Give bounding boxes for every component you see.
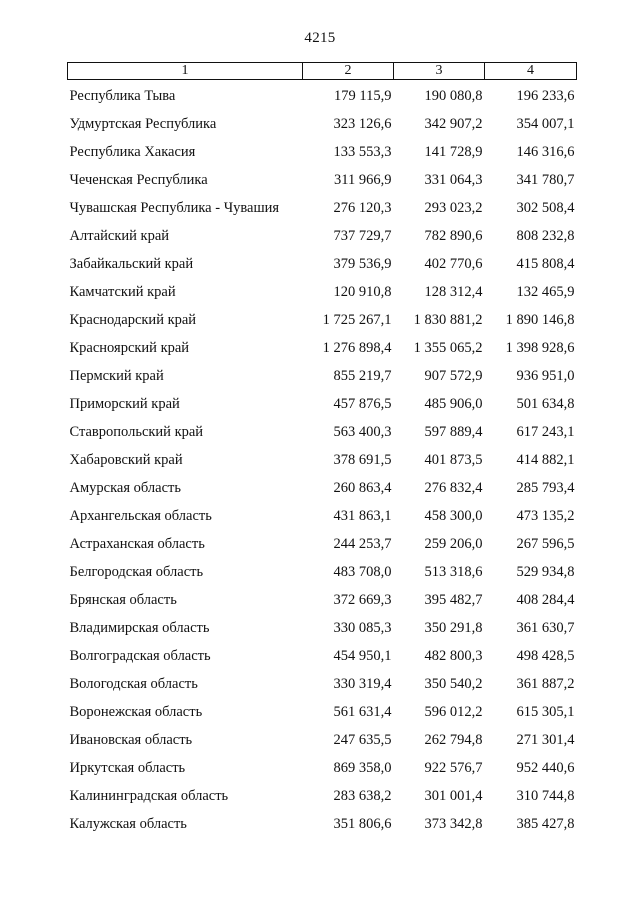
value-cell-col-2: 330 319,4 xyxy=(333,676,392,692)
value-cell-col-4: 529 934,8 xyxy=(516,564,575,580)
table-row xyxy=(68,726,577,754)
value-cell-col-2: 179 115,9 xyxy=(334,88,392,104)
region-name-cell: Ставропольский край xyxy=(69,424,204,440)
value-cell-col-4: 952 440,6 xyxy=(516,760,575,776)
value-cell-col-2: 283 638,2 xyxy=(333,788,392,804)
value-cell-col-4: 132 465,9 xyxy=(516,284,575,300)
header-row xyxy=(68,63,577,80)
region-name-cell: Хабаровский край xyxy=(69,452,183,468)
value-cell-col-3: 922 576,7 xyxy=(424,760,483,776)
value-cell-col-4: 302 508,4 xyxy=(516,200,575,216)
table-row xyxy=(68,418,577,446)
value-cell-col-4: 285 793,4 xyxy=(516,480,575,496)
table-row xyxy=(68,642,577,670)
table-row xyxy=(68,502,577,530)
header-col-4: 4 xyxy=(485,63,577,80)
value-cell-col-4: 1 398 928,6 xyxy=(505,340,575,356)
value-cell-col-3: 1 355 065,2 xyxy=(413,340,483,356)
value-cell-col-4: 361 630,7 xyxy=(516,620,575,636)
value-cell-col-3: 1 830 881,2 xyxy=(413,312,483,328)
region-name-cell: Владимирская область xyxy=(69,620,210,636)
value-cell-col-3: 513 318,6 xyxy=(424,564,483,580)
value-cell-col-2: 260 863,4 xyxy=(333,480,392,496)
value-cell-col-3: 402 770,6 xyxy=(424,256,483,272)
value-cell-col-4: 808 232,8 xyxy=(516,228,575,244)
value-cell-col-3: 141 728,9 xyxy=(424,144,483,160)
value-cell-col-3: 342 907,2 xyxy=(424,116,483,132)
value-cell-col-3: 458 300,0 xyxy=(424,508,483,524)
value-cell-col-4: 615 305,1 xyxy=(516,704,575,720)
table-row xyxy=(68,306,577,334)
value-cell-col-4: 498 428,5 xyxy=(516,648,575,664)
value-cell-col-2: 351 806,6 xyxy=(333,816,392,832)
table-body xyxy=(68,80,577,839)
region-name-cell: Амурская область xyxy=(69,480,181,496)
region-name-cell: Воронежская область xyxy=(69,704,203,720)
region-name-cell: Республика Хакасия xyxy=(69,144,196,160)
value-cell-col-3: 907 572,9 xyxy=(424,368,483,384)
value-cell-col-2: 120 910,8 xyxy=(333,284,392,300)
table-row xyxy=(68,334,577,362)
table-row xyxy=(68,446,577,474)
data-table xyxy=(67,62,577,838)
value-cell-col-3: 301 001,4 xyxy=(424,788,483,804)
table-row xyxy=(68,474,577,502)
value-cell-col-3: 485 906,0 xyxy=(424,396,483,412)
value-cell-col-2: 855 219,7 xyxy=(333,368,392,384)
value-cell-col-2: 311 966,9 xyxy=(334,172,392,188)
value-cell-col-4: 936 951,0 xyxy=(516,368,575,384)
table-row xyxy=(68,222,577,250)
value-cell-col-2: 737 729,7 xyxy=(333,228,392,244)
table-row xyxy=(68,250,577,278)
region-name-cell: Красноярский край xyxy=(69,340,190,356)
table-row xyxy=(68,390,577,418)
value-cell-col-4: 408 284,4 xyxy=(516,592,575,608)
value-cell-col-3: 597 889,4 xyxy=(424,424,483,440)
value-cell-col-3: 331 064,3 xyxy=(424,172,483,188)
region-name-cell: Приморский край xyxy=(69,396,180,412)
value-cell-col-4: 146 316,6 xyxy=(516,144,575,160)
table-row xyxy=(68,166,577,194)
table-row xyxy=(68,80,577,111)
value-cell-col-3: 373 342,8 xyxy=(424,816,483,832)
region-name-cell: Калужская область xyxy=(69,816,187,832)
region-name-cell: Краснодарский край xyxy=(69,312,197,328)
region-name-cell: Брянская область xyxy=(69,592,177,608)
value-cell-col-4: 617 243,1 xyxy=(516,424,575,440)
value-cell-col-2: 133 553,3 xyxy=(333,144,392,160)
header-col-1: 1 xyxy=(68,63,303,80)
region-name-cell: Алтайский край xyxy=(69,228,170,244)
value-cell-col-3: 350 540,2 xyxy=(424,676,483,692)
value-cell-col-2: 483 708,0 xyxy=(333,564,392,580)
value-cell-col-2: 276 120,3 xyxy=(333,200,392,216)
region-name-cell: Пермский край xyxy=(69,368,164,384)
value-cell-col-3: 782 890,6 xyxy=(424,228,483,244)
value-cell-col-2: 561 631,4 xyxy=(333,704,392,720)
value-cell-col-2: 454 950,1 xyxy=(333,648,392,664)
value-cell-col-3: 190 080,8 xyxy=(424,88,483,104)
table-row xyxy=(68,670,577,698)
value-cell-col-4: 415 808,4 xyxy=(516,256,575,272)
value-cell-col-4: 196 233,6 xyxy=(516,88,575,104)
table-row xyxy=(68,698,577,726)
header-col-3: 3 xyxy=(394,63,485,80)
value-cell-col-3: 262 794,8 xyxy=(424,732,483,748)
table-row xyxy=(68,558,577,586)
region-name-cell: Калининградская область xyxy=(69,788,229,804)
value-cell-col-2: 1 725 267,1 xyxy=(322,312,392,328)
value-cell-col-3: 128 312,4 xyxy=(424,284,483,300)
table-row xyxy=(68,138,577,166)
table-row xyxy=(68,586,577,614)
region-name-cell: Белгородская область xyxy=(69,564,204,580)
table-row xyxy=(68,754,577,782)
region-name-cell: Вологодская область xyxy=(69,676,198,692)
value-cell-col-2: 247 635,5 xyxy=(333,732,392,748)
table-row xyxy=(68,110,577,138)
value-cell-col-4: 354 007,1 xyxy=(516,116,575,132)
region-name-cell: Волгоградская область xyxy=(69,648,211,664)
region-name-cell: Чеченская Республика xyxy=(69,172,208,188)
region-name-cell: Ивановская область xyxy=(69,732,193,748)
table-row xyxy=(68,810,577,838)
table-row xyxy=(68,278,577,306)
value-cell-col-2: 869 358,0 xyxy=(333,760,392,776)
value-cell-col-3: 482 800,3 xyxy=(424,648,483,664)
value-cell-col-3: 395 482,7 xyxy=(424,592,483,608)
table-row xyxy=(68,362,577,390)
data-table-container xyxy=(67,62,576,838)
value-cell-col-2: 1 276 898,4 xyxy=(322,340,392,356)
value-cell-col-2: 457 876,5 xyxy=(333,396,392,412)
value-cell-col-4: 1 890 146,8 xyxy=(505,312,575,328)
value-cell-col-3: 596 012,2 xyxy=(424,704,483,720)
value-cell-col-2: 378 691,5 xyxy=(333,452,392,468)
region-name-cell: Чувашская Республика - Чувашия xyxy=(69,200,280,216)
value-cell-col-4: 267 596,5 xyxy=(516,536,575,552)
region-name-cell: Иркутская область xyxy=(69,760,186,776)
value-cell-col-3: 259 206,0 xyxy=(424,536,483,552)
value-cell-col-4: 341 780,7 xyxy=(516,172,575,188)
value-cell-col-4: 501 634,8 xyxy=(516,396,575,412)
region-name-cell: Архангельская область xyxy=(69,508,212,524)
table-header xyxy=(68,63,577,80)
region-name-cell: Удмуртская Республика xyxy=(69,116,217,132)
table-row xyxy=(68,614,577,642)
value-cell-col-2: 244 253,7 xyxy=(333,536,392,552)
value-cell-col-2: 330 085,3 xyxy=(333,620,392,636)
value-cell-col-4: 385 427,8 xyxy=(516,816,575,832)
value-cell-col-3: 401 873,5 xyxy=(424,452,483,468)
region-name-cell: Республика Тыва xyxy=(69,88,176,104)
value-cell-col-2: 323 126,6 xyxy=(333,116,392,132)
value-cell-col-3: 293 023,2 xyxy=(424,200,483,216)
value-cell-col-2: 372 669,3 xyxy=(333,592,392,608)
value-cell-col-4: 271 301,4 xyxy=(516,732,575,748)
table-row xyxy=(68,530,577,558)
table-row xyxy=(68,194,577,222)
region-name-cell: Камчатский край xyxy=(69,284,176,300)
value-cell-col-4: 310 744,8 xyxy=(516,788,575,804)
value-cell-col-4: 473 135,2 xyxy=(516,508,575,524)
value-cell-col-2: 563 400,3 xyxy=(333,424,392,440)
value-cell-col-2: 431 863,1 xyxy=(333,508,392,524)
value-cell-col-3: 350 291,8 xyxy=(424,620,483,636)
header-col-2: 2 xyxy=(303,63,394,80)
value-cell-col-2: 379 536,9 xyxy=(333,256,392,272)
table-row xyxy=(68,782,577,810)
value-cell-col-4: 361 887,2 xyxy=(516,676,575,692)
value-cell-col-4: 414 882,1 xyxy=(516,452,575,468)
page-number: 4215 xyxy=(304,30,336,46)
value-cell-col-3: 276 832,4 xyxy=(424,480,483,496)
region-name-cell: Астраханская область xyxy=(69,536,205,552)
region-name-cell: Забайкальский край xyxy=(69,256,194,272)
